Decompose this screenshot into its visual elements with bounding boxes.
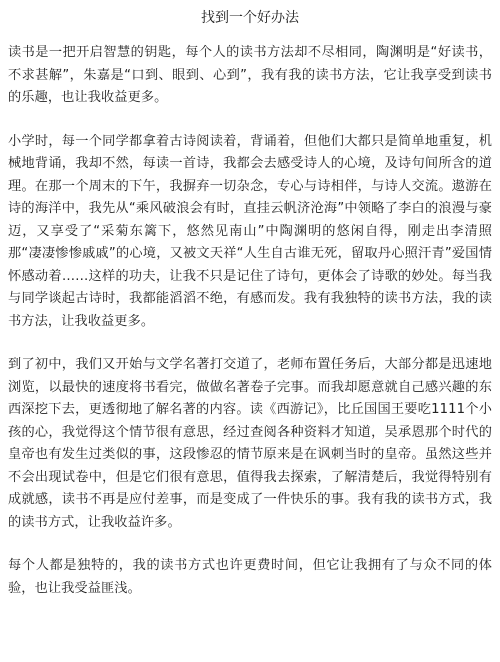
paragraph-middle-school: 到了初中，我们又开始与文学名著打交道了，老师布置任务后，大部分都是迅速地浏览，以最快的速度将书看完，做做名著卷子完事。而我却愿意就自己感兴趣的东西深挖下去，更透彻地了解名著的内容。读《西游记》，比丘国国王要吃1111个小孩的心，我觉得这个情节很有意思，经过查阅各种资料才知道，吴承恩那个时代的皇帝也有发生过类似的事，这段惨忍的情节原来是在讽刺当时的皇帝。虽然这些并不会出现试卷中，但是它们很有意思，值得我去探索，了解清楚后，我觉得特别有成就感，读书不再是应付差事，而是变成了一件快乐的事。我有我的读书方式，我的读书方式，让我收益许多。: [8, 357, 492, 530]
paragraph-primary-school: 小学时，每一个同学都拿着古诗阅读着，背诵着，但他们大都只是简单地重复，机械地背诵，我却不然，每读一首诗，我都会去感受诗人的心境，及诗句间所含的道理。在那一个周末的下午，我摒弃一切杂念，专心与诗相伴，与诗人交流。遨游在诗的海洋中，我先从“乘风破浪会有时，直挂云帆济沧海”中领略了李白的浪漫与豪迈，又享受了“采菊东篱下，悠然见南山”中陶渊明的悠闲自得，刚走出李清照那“凄凄惨惨戚戚”的心境，又被文天祥“人生自古谁无死，留取丹心照汗青”爱国情怀感动着……这样的功夫，让我不只是记住了诗句，更体会了诗歌的妙处。每当我与同学谈起古诗时，我都能滔滔不绝，有感而发。我有我独特的读书方法，我的读书方法，让我收益更多。: [8, 133, 492, 329]
paragraph-intro: 读书是一把开启智慧的钥匙，每个人的读书方法却不尽相同，陶渊明是“好读书，不求甚解”，朱嘉是“口到、眼到、心到”，我有我的读书方法，它让我享受到读书的乐趣，也让我收益更多。: [8, 45, 492, 105]
paragraph-conclusion: 每个人都是独特的，我的读书方式也许更费时间，但它让我拥有了与众不同的体验，也让我受益匪浅。: [8, 558, 492, 596]
document-title: 找到一个好办法: [201, 10, 299, 26]
document-body: [8, 42, 492, 600]
